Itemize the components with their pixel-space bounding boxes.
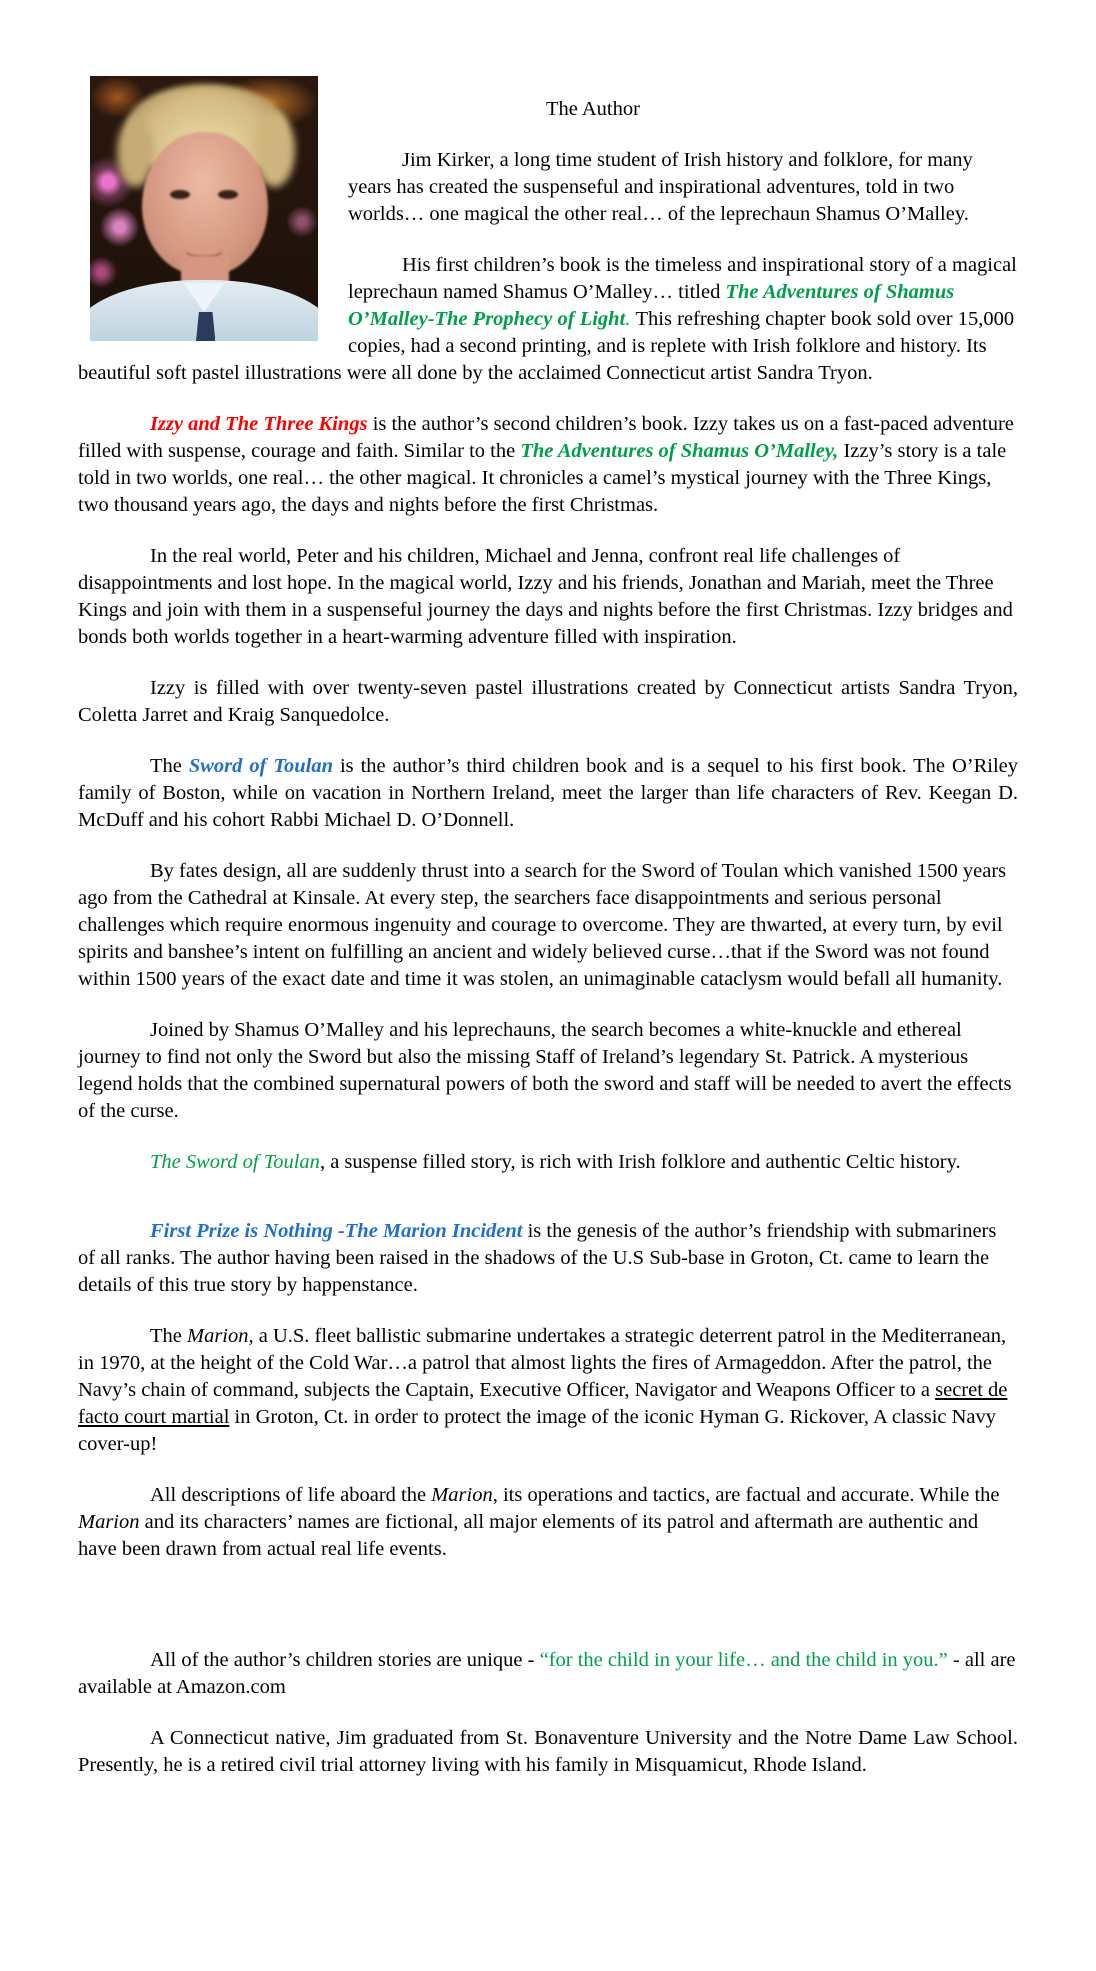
text-run: The bbox=[150, 755, 189, 777]
text-run: Izzy’s story is a tale told in two worlds, one real… the other magical. It chronicles a camel’s mystical journey with the Three Kings, two thousand years ago, the days and nights before the first Christmas. bbox=[78, 440, 1007, 516]
photo-tie bbox=[196, 312, 215, 341]
text-run: Jim Kirker, a long time student of Irish history and folklore, for many years has created the suspenseful and inspirational adventures, told in two worlds… one magical the other real… of the leprechaun Shamus O’Malley. bbox=[348, 149, 973, 225]
paragraph-marion-patrol bbox=[78, 1323, 1018, 1458]
text-run-italic: Marion, bbox=[187, 1325, 254, 1347]
page-title: The Author bbox=[546, 98, 640, 120]
paragraph-izzy-second-book bbox=[78, 411, 1018, 519]
paragraph-real-world bbox=[78, 543, 1018, 651]
paragraph-sword-of-toulan-intro bbox=[78, 753, 1018, 834]
paragraph-first-prize bbox=[78, 1218, 1018, 1299]
author-photo bbox=[90, 76, 318, 341]
text-run: and its characters’ names are fictional, all major elements of its patrol and aftermath are authentic and have been drawn from actual real life events. bbox=[78, 1511, 979, 1560]
text-run: is the genesis of the author’s friendship with submariners of all ranks. The author having been raised in the shadows of the U.S Sub-base in Groton, Ct. came to learn the details of this true story by happenstance. bbox=[78, 1220, 997, 1296]
paragraph-marion-accuracy bbox=[78, 1482, 1018, 1563]
text-run: is the author’s third children book and is a sequel to his first book. The O’Riley family of Boston, while on vacation in Northern Ireland, meet the larger than life characters of Rev. Keegan D. McDuff and his cohort Rabbi Michael D. O’Donnell. bbox=[78, 755, 1018, 831]
text-run: is the author’s second children’s book. Izzy takes us on a fast-paced adventure filled with suspense, courage and faith. Similar to the bbox=[78, 413, 1014, 462]
paragraph-joined-by-shamus bbox=[78, 1017, 1018, 1125]
paragraph-children-stories-unique bbox=[78, 1647, 1018, 1701]
text-run: A Connecticut native, Jim graduated from St. Bonaventure University and the Notre Dame Law School. Presently, he is a retired civil trial attorney living with his family in Misquamicut, Rhode Island. bbox=[78, 1727, 1018, 1776]
text-run: His first children’s book is the timeless and inspirational story of a magical leprechaun named Shamus O’Malley… titled bbox=[348, 254, 1017, 303]
text-run-green-italic: . bbox=[625, 308, 636, 330]
text-run: In the real world, Peter and his children, Michael and Jenna, confront real life challenges of disappointments and lost hope. In the magical world, Izzy and his friends, Jonathan and Mariah, meet the Three Kings and join with them in a suspenseful journey the days and nights before the first Christmas. Izzy bridges and bonds both worlds together in a heart-warming adventure filled with inspiration. bbox=[78, 545, 1013, 648]
paragraph-by-fates-design bbox=[78, 858, 1018, 993]
text-run: This refreshing chapter book sold over 15,000 copies, had a second printing, and is replete with Irish folklore and history. Its beautiful soft pastel illustrations were all done by the acclaimed Connecticut artist Sandra Tryon. bbox=[78, 308, 1015, 384]
text-run: Izzy is filled with over twenty-seven pastel illustrations created by Connecticut artists Sandra Tryon, Coletta Jarret and Kraig Sanquedolce. bbox=[78, 677, 1018, 726]
text-run-red-bold-italic: Izzy and The Three Kings bbox=[150, 413, 368, 435]
paragraph-izzy-illustrations bbox=[78, 675, 1018, 729]
text-run: All descriptions of life aboard the bbox=[150, 1484, 432, 1506]
text-run-green-italic: The Sword of Toulan bbox=[150, 1151, 320, 1173]
text-run: All of the author’s children stories are unique - bbox=[150, 1649, 540, 1671]
text-run: , its operations and tactics, are factual and accurate. While the bbox=[492, 1484, 1000, 1506]
paragraph-sword-summary bbox=[78, 1149, 1018, 1176]
text-run-green-quote: “for the child in your life… and the child in you.” bbox=[539, 1649, 948, 1671]
article-body bbox=[78, 147, 1018, 1779]
text-run-underline: secret de facto court martial bbox=[78, 1379, 1008, 1428]
text-run: a U.S. fleet ballistic submarine undertakes a strategic deterrent patrol in the Mediterranean, in 1970, at the height of the Cold War…a patrol that almost lights the fires of Armageddon. After the patrol, the Navy’s chain of command, subjects the Captain, Executive Officer, Navigator and Weapons Officer to a bbox=[78, 1325, 1007, 1401]
text-run-italic: Marion bbox=[431, 1484, 493, 1506]
text-run: The bbox=[150, 1325, 187, 1347]
paragraph-connecticut-native bbox=[78, 1725, 1018, 1779]
text-run: Joined by Shamus O’Malley and his leprechauns, the search becomes a white-knuckle and ethereal journey to find not only the Sword but also the missing Staff of Ireland’s legendary St. Patrick. A mysterious legend holds that the combined supernatural powers of both the sword and staff will be needed to avert the effects of the curse. bbox=[78, 1019, 1012, 1122]
text-run-blue-bold-italic: Sword of Toulan bbox=[188, 755, 334, 777]
text-run: By fates design, all are suddenly thrust into a search for the Sword of Toulan which vanished 1500 years ago from the Cathedral at Kinsale. At every step, the searchers face disappointments and serious personal challenges which require enormous ingenuity and courage to overcome. They are thwarted, at every turn, by evil spirits and banshee’s intent on fulfilling an ancient and widely believed curse…that if the Sword was not found within 1500 years of the exact date and time it was stolen, an unimaginable cataclysm would befall all humanity. bbox=[78, 860, 1007, 990]
text-run-blue-bold-italic: First Prize is Nothing -The Marion Incident bbox=[150, 1220, 523, 1242]
text-run-italic: Marion bbox=[78, 1511, 140, 1533]
text-run: - all are available at Amazon.com bbox=[78, 1649, 1016, 1698]
text-run-green-bold-italic: The Adventures of Shamus O’Malley-The Prophecy of Light bbox=[348, 281, 955, 330]
text-run: , a suspense filled story, is rich with Irish folklore and authentic Celtic history. bbox=[319, 1151, 961, 1173]
text-run-green-bold-italic: The Adventures of Shamus O’Malley, bbox=[520, 440, 839, 462]
text-run: in Groton, Ct. in order to protect the image of the iconic Hyman G. Rickover, A classic Navy cover-up! bbox=[78, 1406, 997, 1455]
